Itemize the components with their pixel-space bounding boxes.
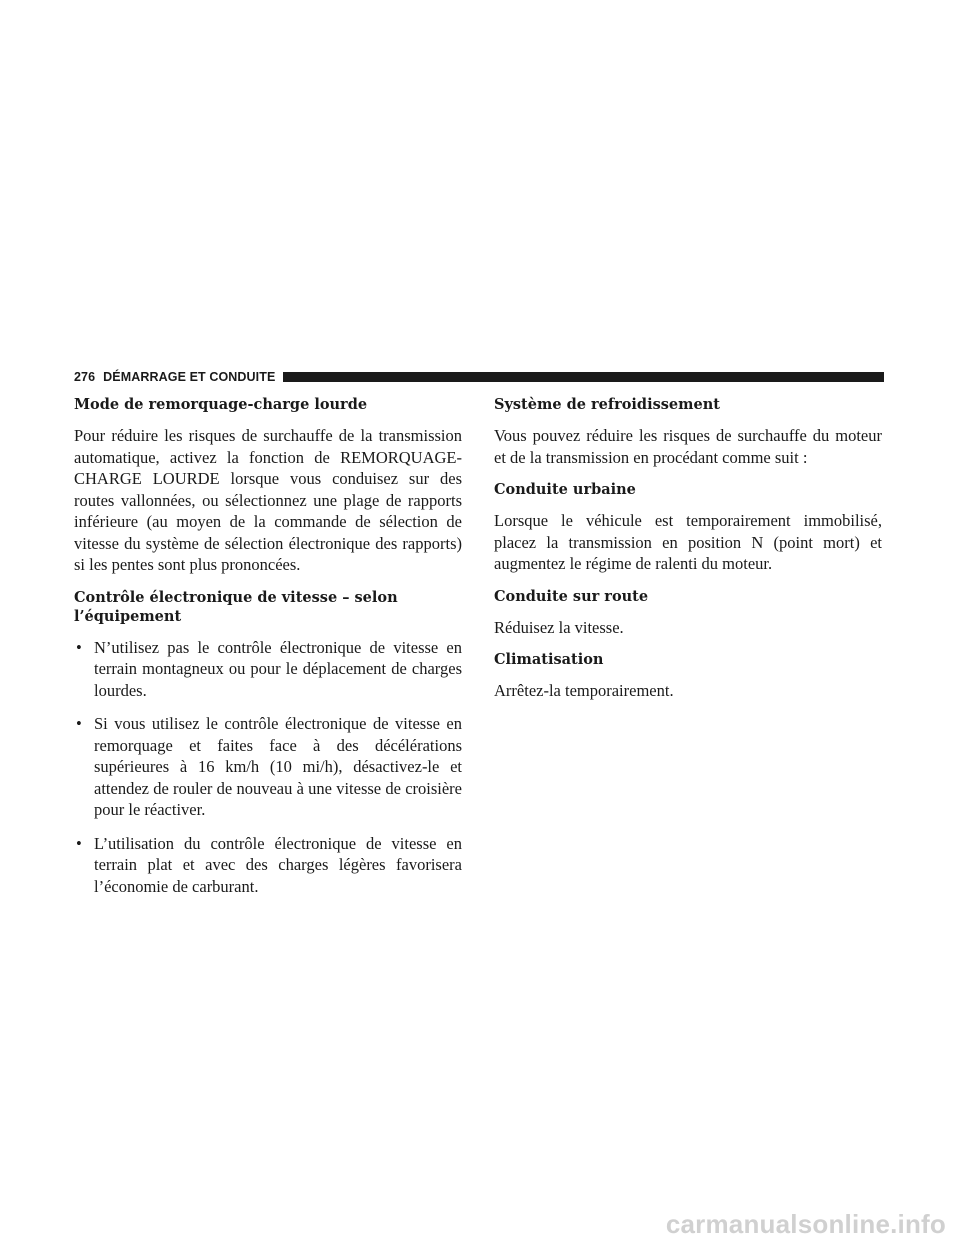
paragraph-towing-mode: Pour réduire les risques de surchauffe de la transmission automatique, activez la fonction de REMORQUAGE-CHARGE LOURDE lorsque vous conduisez sur des routes vallonnées, ou sélectionnez une plage de rapports inférieure (au moyen de la commande de sélection de vitesse du système de sélection électronique des rapports) si les pentes sont plus prononcées. [74, 426, 462, 574]
page-header [74, 369, 884, 385]
heading-cooling-system: Système de refroidissement [494, 396, 720, 413]
paragraph-air-conditioning: Arrêtez-la temporairement. [494, 681, 674, 700]
heading-cruise-control-line2: l’équipement [74, 607, 182, 625]
heading-towing-mode: Mode de remorquage-charge lourde [74, 396, 368, 413]
heading-air-conditioning: Climatisation [494, 651, 604, 668]
heading-highway-driving: Conduite sur route [494, 587, 649, 605]
section-title: DÉMARRAGE ET CONDUITE [103, 370, 276, 384]
list-item [74, 637, 462, 702]
paragraph-city-driving: Lorsque le véhicule est temporairement immobilisé, placez la transmission en position N (point mort) et augmentez le régime de ralenti du moteur. [494, 511, 882, 573]
heading-cruise-control [74, 588, 462, 626]
bullet: • [76, 637, 82, 657]
cruise-control-list [74, 637, 462, 898]
paragraph-highway-driving: Réduisez la vitesse. [494, 617, 624, 637]
left-column [74, 395, 462, 909]
list-item [74, 833, 462, 898]
list-item-text: Si vous utilisez le contrôle électronique de vitesse en remorquage et faites face à des décélérations supérieures à 16 km/h (10 mi/h), désactivez-le et attendez de rouler de nouveau à une vitesse de croisière pour le réactiver. [94, 714, 462, 819]
bullet: • [76, 714, 82, 733]
heading-city-driving: Conduite urbaine [494, 481, 636, 498]
header-rule [283, 372, 884, 382]
paragraph-cooling-system: Vous pouvez réduire les risques de surchauffe du moteur et de la transmission en procédant comme suit : [494, 426, 882, 467]
page-number: 276 [74, 370, 96, 384]
watermark: carmanualsonline.info [665, 1209, 946, 1239]
list-item-text: N’utilisez pas le contrôle électronique de vitesse en terrain montagneux ou pour le déplacement de charges lourdes. [94, 637, 462, 700]
heading-cruise-control-line1: Contrôle électronique de vitesse – selon [74, 588, 398, 606]
right-column [494, 395, 882, 714]
bullet: • [76, 833, 82, 853]
list-item [74, 713, 462, 821]
list-item-text: L’utilisation du contrôle électronique de vitesse en terrain plat et avec des charges légères favorisera l’économie de carburant. [94, 833, 462, 896]
